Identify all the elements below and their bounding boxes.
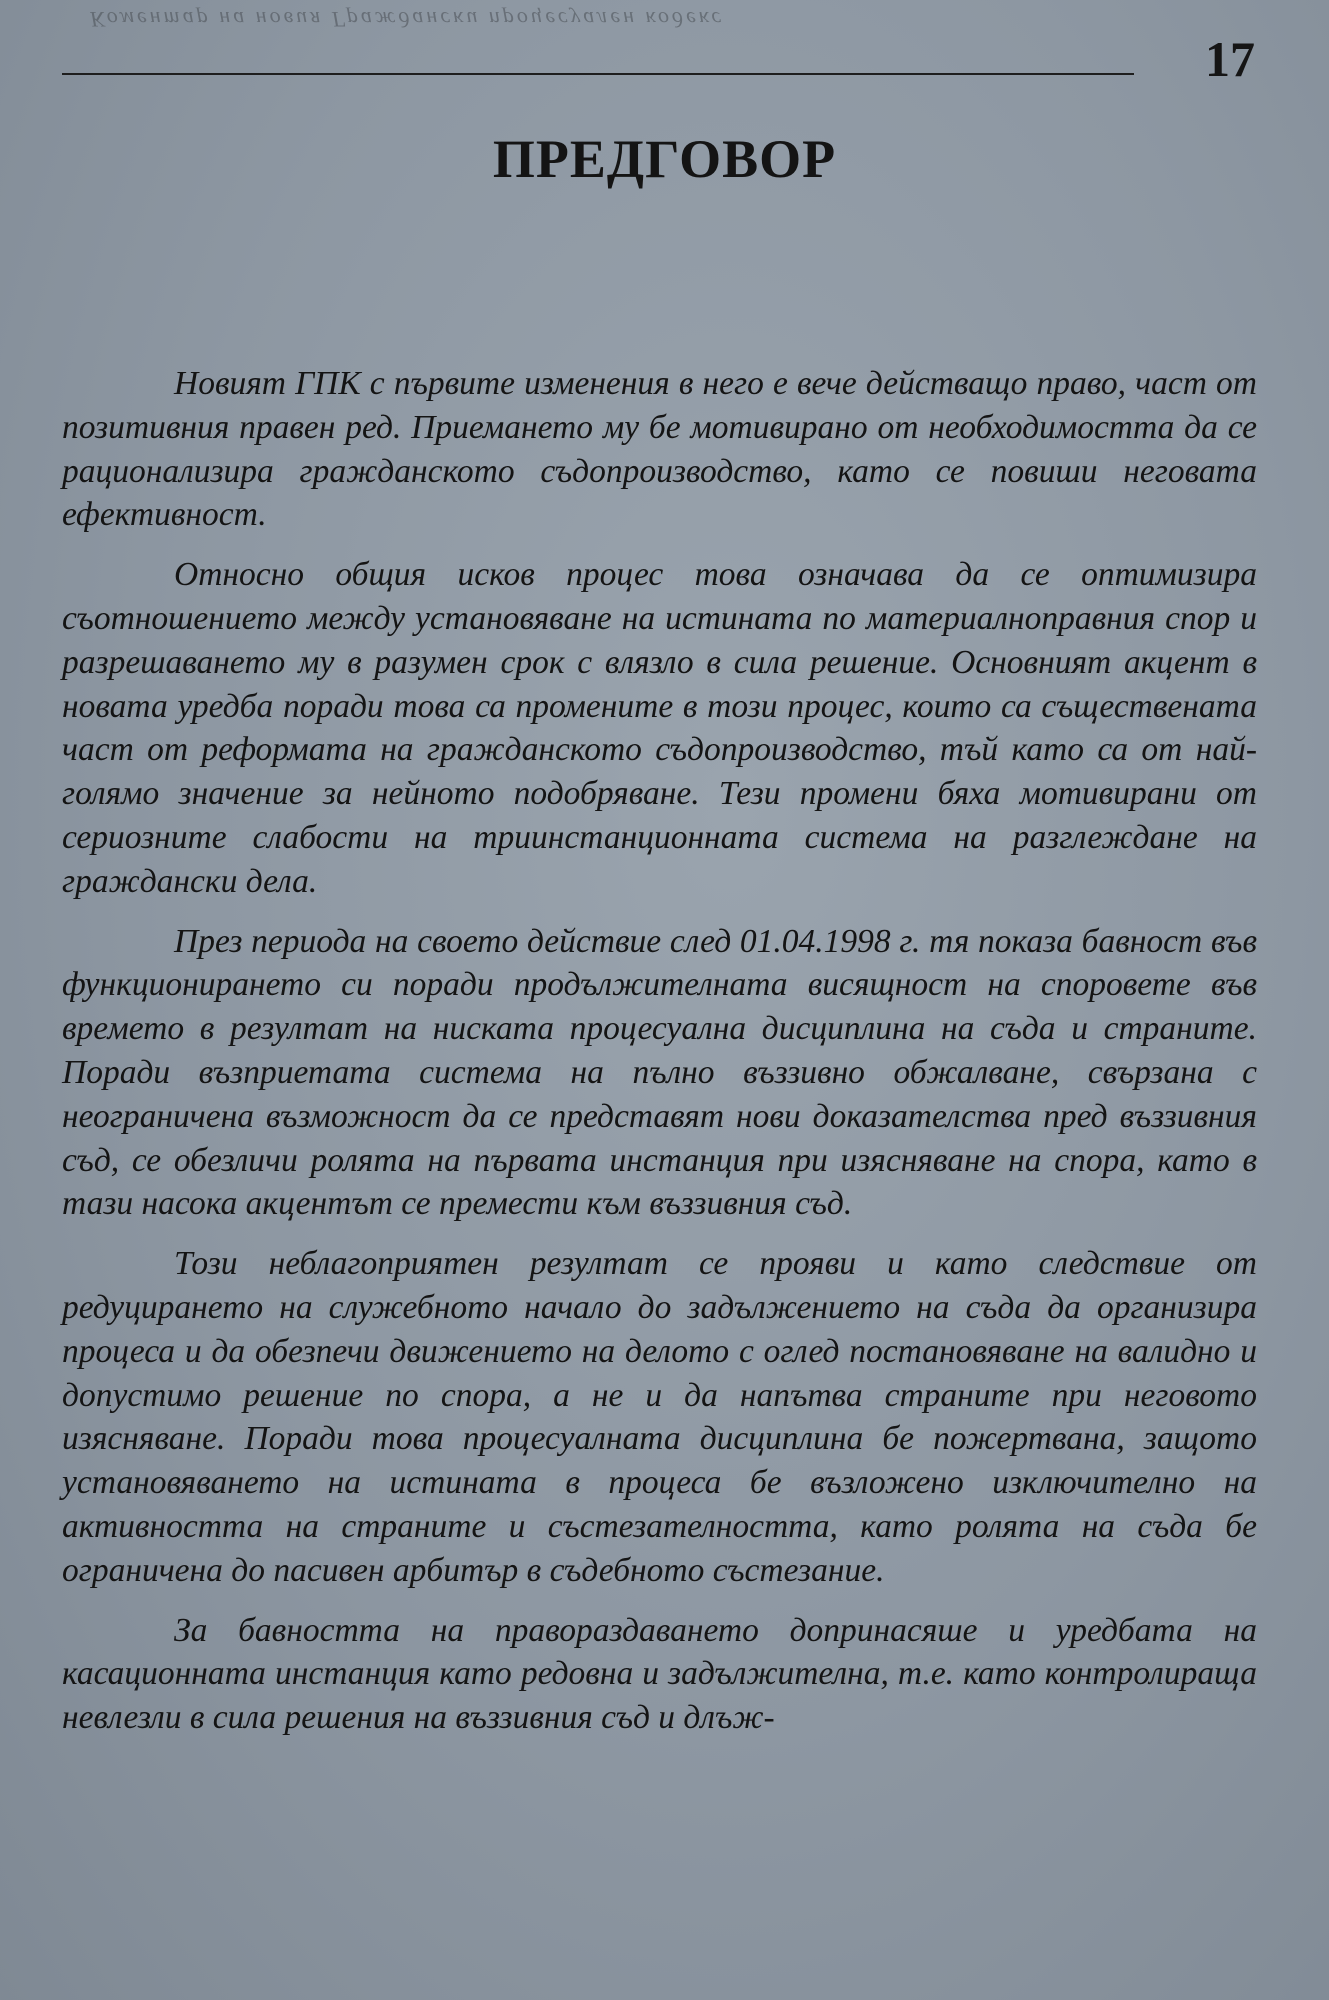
paragraph: Новият ГПК с първите изменения в него е вече действащо право, част от позитивния правен ред. Приемането му бе мотивирано от необходимостта да се рационализира гражданското съдопроизводство, като се повиши неговата ефективност. [62,365,1257,534]
page-number: 17 [1205,31,1255,87]
page-title: ПРЕДГОВОР [492,129,837,189]
paragraph: През периода на своето действие след 01.04.1998 г. тя показа бавност във функционирането си поради продължителната висящност на споровете във времето в резултат на ниската процесуална дисциплина на съда и страните. Поради възприетата система на пълно въззивно обжалване, свързана с неограничена възможност да се представят нови доказателства пред въззивния съд, се обезличи ролята на първата инстанция при изясняване на спора, като в тази насока акцентът се премести към въззивния съд. [62,922,1257,1223]
running-head: Коментар на новия Граждански процесуален кодекс [90,7,725,32]
paragraph: Относно общия исков процес това означава да се оптимизира съотношението между установяване на истината по материалноправния спор и разрешаването му в разумен срок с влязло в сила решение. Основният акцент в новата уредба поради това са промените в този процес, които са съществената част от реформата на гражданското съдопроизводство, тъй като са от най-голямо значение за нейното подобряване. Тези промени бяха мотивирани от сериозните слабости на триинстанционната система на разглеждане на граждански дела. [62,556,1257,900]
header-rule [62,73,1134,75]
preface-body [62,362,1257,1740]
paragraph: Този неблагоприятен резултат се прояви и като следствие от редуцирането на служебното начало до задължението на съда да организира процеса и да обезпечи движението на делото с оглед постановяване на валидно и допустимо решение по спора, а не и да напътва страните при неговото изясняване. Поради това процесуалната дисциплина бе пожертвана, защото установяването на истината в процеса бе възложено изключително на активността на страните и състезателността, като ролята на съда бе ограничена до пасивен арбитър в съдебното състезание. [62,1245,1257,1589]
paragraph: За бавността на правораздаването допринасяше и уредбата на касационната инстанция като редовна и задължителна, т.е. като контролираща невлезли в сила решения на въззивния съд и длъж- [62,1611,1257,1737]
